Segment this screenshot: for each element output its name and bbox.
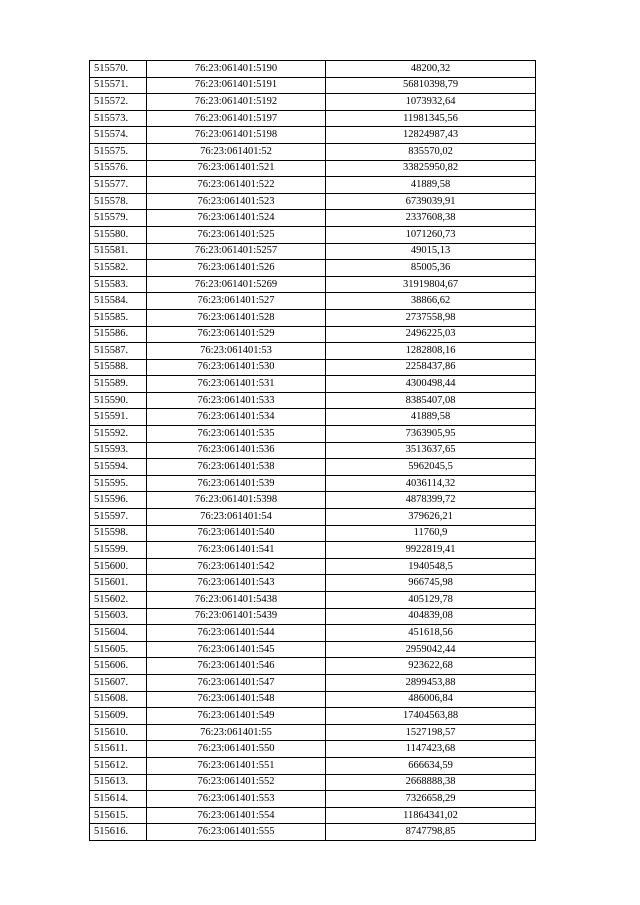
table-row bbox=[90, 608, 536, 625]
cadastral-value-cell: 85005,36 bbox=[326, 260, 536, 277]
cadastral-number-cell: 76:23:061401:548 bbox=[147, 691, 326, 708]
row-number-cell: 515588. bbox=[90, 359, 147, 376]
table-row bbox=[90, 625, 536, 642]
table-row bbox=[90, 475, 536, 492]
table-row bbox=[90, 309, 536, 326]
cadastral-number-cell: 76:23:061401:55 bbox=[147, 724, 326, 741]
row-number-cell: 515614. bbox=[90, 791, 147, 808]
cadastral-number-cell: 76:23:061401:5190 bbox=[147, 61, 326, 78]
cadastral-value-cell: 8385407,08 bbox=[326, 392, 536, 409]
cadastral-value-cell: 31919804,67 bbox=[326, 276, 536, 293]
cadastral-value-cell: 2496225,03 bbox=[326, 326, 536, 343]
cadastral-number-cell: 76:23:061401:544 bbox=[147, 625, 326, 642]
cadastral-value-cell: 966745,98 bbox=[326, 575, 536, 592]
cadastral-number-cell: 76:23:061401:5269 bbox=[147, 276, 326, 293]
table-row bbox=[90, 392, 536, 409]
cadastral-number-cell: 76:23:061401:53 bbox=[147, 343, 326, 360]
row-number-cell: 515608. bbox=[90, 691, 147, 708]
cadastral-number-cell: 76:23:061401:541 bbox=[147, 542, 326, 559]
cadastral-value-table bbox=[89, 60, 536, 841]
cadastral-value-cell: 9922819,41 bbox=[326, 542, 536, 559]
cadastral-number-cell: 76:23:061401:5197 bbox=[147, 110, 326, 127]
cadastral-number-cell: 76:23:061401:527 bbox=[147, 293, 326, 310]
cadastral-number-cell: 76:23:061401:5192 bbox=[147, 94, 326, 111]
cadastral-value-cell: 2337608,38 bbox=[326, 210, 536, 227]
cadastral-number-cell: 76:23:061401:5198 bbox=[147, 127, 326, 144]
table-row bbox=[90, 177, 536, 194]
cadastral-number-cell: 76:23:061401:531 bbox=[147, 376, 326, 393]
cadastral-value-cell: 451618,56 bbox=[326, 625, 536, 642]
row-number-cell: 515590. bbox=[90, 392, 147, 409]
table-row bbox=[90, 409, 536, 426]
table-row bbox=[90, 226, 536, 243]
row-number-cell: 515603. bbox=[90, 608, 147, 625]
table-row bbox=[90, 94, 536, 111]
table-row bbox=[90, 641, 536, 658]
table-row bbox=[90, 492, 536, 509]
table-row bbox=[90, 525, 536, 542]
cadastral-number-cell: 76:23:061401:533 bbox=[147, 392, 326, 409]
cadastral-number-cell: 76:23:061401:525 bbox=[147, 226, 326, 243]
cadastral-value-cell: 1073932,64 bbox=[326, 94, 536, 111]
table-row bbox=[90, 757, 536, 774]
cadastral-value-cell: 4036114,32 bbox=[326, 475, 536, 492]
cadastral-value-cell: 405129,78 bbox=[326, 592, 536, 609]
cadastral-value-cell: 379626,21 bbox=[326, 509, 536, 526]
row-number-cell: 515571. bbox=[90, 77, 147, 94]
row-number-cell: 515602. bbox=[90, 592, 147, 609]
cadastral-number-cell: 76:23:061401:545 bbox=[147, 641, 326, 658]
cadastral-value-cell: 11760,9 bbox=[326, 525, 536, 542]
cadastral-number-cell: 76:23:061401:551 bbox=[147, 757, 326, 774]
table-row bbox=[90, 343, 536, 360]
row-number-cell: 515596. bbox=[90, 492, 147, 509]
row-number-cell: 515615. bbox=[90, 807, 147, 824]
table-row bbox=[90, 243, 536, 260]
row-number-cell: 515575. bbox=[90, 143, 147, 160]
table-row bbox=[90, 143, 536, 160]
cadastral-number-cell: 76:23:061401:5398 bbox=[147, 492, 326, 509]
cadastral-value-cell: 6739039,91 bbox=[326, 193, 536, 210]
table-row bbox=[90, 376, 536, 393]
table-row bbox=[90, 193, 536, 210]
row-number-cell: 515598. bbox=[90, 525, 147, 542]
row-number-cell: 515581. bbox=[90, 243, 147, 260]
cadastral-value-cell: 5962045,5 bbox=[326, 459, 536, 476]
row-number-cell: 515610. bbox=[90, 724, 147, 741]
cadastral-number-cell: 76:23:061401:522 bbox=[147, 177, 326, 194]
row-number-cell: 515600. bbox=[90, 558, 147, 575]
cadastral-number-cell: 76:23:061401:555 bbox=[147, 824, 326, 841]
cadastral-number-cell: 76:23:061401:535 bbox=[147, 426, 326, 443]
table-row bbox=[90, 558, 536, 575]
cadastral-value-cell: 1282808,16 bbox=[326, 343, 536, 360]
cadastral-value-cell: 486006,84 bbox=[326, 691, 536, 708]
cadastral-number-cell: 76:23:061401:550 bbox=[147, 741, 326, 758]
cadastral-number-cell: 76:23:061401:523 bbox=[147, 193, 326, 210]
cadastral-number-cell: 76:23:061401:521 bbox=[147, 160, 326, 177]
cadastral-number-cell: 76:23:061401:528 bbox=[147, 309, 326, 326]
table-row bbox=[90, 774, 536, 791]
table-row bbox=[90, 160, 536, 177]
cadastral-value-cell: 4300498,44 bbox=[326, 376, 536, 393]
table-row bbox=[90, 691, 536, 708]
row-number-cell: 515607. bbox=[90, 674, 147, 691]
cadastral-number-cell: 76:23:061401:543 bbox=[147, 575, 326, 592]
cadastral-number-cell: 76:23:061401:554 bbox=[147, 807, 326, 824]
table-row bbox=[90, 127, 536, 144]
table-row bbox=[90, 575, 536, 592]
cadastral-number-cell: 76:23:061401:549 bbox=[147, 708, 326, 725]
row-number-cell: 515573. bbox=[90, 110, 147, 127]
cadastral-value-cell: 2899453,88 bbox=[326, 674, 536, 691]
row-number-cell: 515584. bbox=[90, 293, 147, 310]
cadastral-value-cell: 7326658,29 bbox=[326, 791, 536, 808]
row-number-cell: 515594. bbox=[90, 459, 147, 476]
row-number-cell: 515582. bbox=[90, 260, 147, 277]
table-row bbox=[90, 592, 536, 609]
row-number-cell: 515579. bbox=[90, 210, 147, 227]
table-row bbox=[90, 658, 536, 675]
table-row bbox=[90, 210, 536, 227]
row-number-cell: 515592. bbox=[90, 426, 147, 443]
row-number-cell: 515595. bbox=[90, 475, 147, 492]
cadastral-value-cell: 4878399,72 bbox=[326, 492, 536, 509]
row-number-cell: 515577. bbox=[90, 177, 147, 194]
cadastral-number-cell: 76:23:061401:552 bbox=[147, 774, 326, 791]
row-number-cell: 515606. bbox=[90, 658, 147, 675]
table-row bbox=[90, 77, 536, 94]
cadastral-number-cell: 76:23:061401:52 bbox=[147, 143, 326, 160]
row-number-cell: 515589. bbox=[90, 376, 147, 393]
cadastral-value-cell: 33825950,82 bbox=[326, 160, 536, 177]
table-row bbox=[90, 542, 536, 559]
row-number-cell: 515576. bbox=[90, 160, 147, 177]
table-row bbox=[90, 509, 536, 526]
cadastral-number-cell: 76:23:061401:5191 bbox=[147, 77, 326, 94]
table-row bbox=[90, 674, 536, 691]
cadastral-number-cell: 76:23:061401:534 bbox=[147, 409, 326, 426]
cadastral-value-cell: 7363905,95 bbox=[326, 426, 536, 443]
table-row bbox=[90, 791, 536, 808]
row-number-cell: 515586. bbox=[90, 326, 147, 343]
row-number-cell: 515611. bbox=[90, 741, 147, 758]
cadastral-value-cell: 17404563,88 bbox=[326, 708, 536, 725]
row-number-cell: 515578. bbox=[90, 193, 147, 210]
cadastral-number-cell: 76:23:061401:538 bbox=[147, 459, 326, 476]
cadastral-number-cell: 76:23:061401:546 bbox=[147, 658, 326, 675]
cadastral-number-cell: 76:23:061401:540 bbox=[147, 525, 326, 542]
table-row bbox=[90, 110, 536, 127]
cadastral-value-cell: 38866,62 bbox=[326, 293, 536, 310]
row-number-cell: 515597. bbox=[90, 509, 147, 526]
cadastral-value-cell: 3513637,65 bbox=[326, 442, 536, 459]
cadastral-number-cell: 76:23:061401:524 bbox=[147, 210, 326, 227]
row-number-cell: 515601. bbox=[90, 575, 147, 592]
cadastral-number-cell: 76:23:061401:5439 bbox=[147, 608, 326, 625]
cadastral-value-cell: 1147423,68 bbox=[326, 741, 536, 758]
table-row bbox=[90, 276, 536, 293]
table-row bbox=[90, 260, 536, 277]
cadastral-value-cell: 1527198,57 bbox=[326, 724, 536, 741]
cadastral-number-cell: 76:23:061401:530 bbox=[147, 359, 326, 376]
row-number-cell: 515613. bbox=[90, 774, 147, 791]
cadastral-value-cell: 923622,68 bbox=[326, 658, 536, 675]
cadastral-number-cell: 76:23:061401:547 bbox=[147, 674, 326, 691]
cadastral-value-cell: 666634,59 bbox=[326, 757, 536, 774]
table-row bbox=[90, 293, 536, 310]
cadastral-value-cell: 8747798,85 bbox=[326, 824, 536, 841]
table-row bbox=[90, 824, 536, 841]
row-number-cell: 515585. bbox=[90, 309, 147, 326]
cadastral-value-cell: 41889,58 bbox=[326, 409, 536, 426]
cadastral-value-cell: 2959042,44 bbox=[326, 641, 536, 658]
row-number-cell: 515583. bbox=[90, 276, 147, 293]
table-row bbox=[90, 741, 536, 758]
cadastral-number-cell: 76:23:061401:542 bbox=[147, 558, 326, 575]
row-number-cell: 515616. bbox=[90, 824, 147, 841]
table-body bbox=[90, 61, 536, 841]
cadastral-value-cell: 1940548,5 bbox=[326, 558, 536, 575]
cadastral-value-cell: 56810398,79 bbox=[326, 77, 536, 94]
cadastral-number-cell: 76:23:061401:54 bbox=[147, 509, 326, 526]
cadastral-value-cell: 12824987,43 bbox=[326, 127, 536, 144]
cadastral-number-cell: 76:23:061401:529 bbox=[147, 326, 326, 343]
cadastral-value-cell: 11864341,02 bbox=[326, 807, 536, 824]
table-row bbox=[90, 426, 536, 443]
row-number-cell: 515574. bbox=[90, 127, 147, 144]
table-row bbox=[90, 359, 536, 376]
cadastral-value-cell: 2258437,86 bbox=[326, 359, 536, 376]
table-row bbox=[90, 326, 536, 343]
row-number-cell: 515609. bbox=[90, 708, 147, 725]
cadastral-value-cell: 835570,02 bbox=[326, 143, 536, 160]
cadastral-number-cell: 76:23:061401:5438 bbox=[147, 592, 326, 609]
cadastral-number-cell: 76:23:061401:536 bbox=[147, 442, 326, 459]
table-row bbox=[90, 724, 536, 741]
table-row bbox=[90, 708, 536, 725]
cadastral-number-cell: 76:23:061401:553 bbox=[147, 791, 326, 808]
table-row bbox=[90, 442, 536, 459]
row-number-cell: 515605. bbox=[90, 641, 147, 658]
cadastral-value-cell: 11981345,56 bbox=[326, 110, 536, 127]
cadastral-number-cell: 76:23:061401:5257 bbox=[147, 243, 326, 260]
row-number-cell: 515593. bbox=[90, 442, 147, 459]
cadastral-value-cell: 49015,13 bbox=[326, 243, 536, 260]
row-number-cell: 515591. bbox=[90, 409, 147, 426]
cadastral-number-cell: 76:23:061401:539 bbox=[147, 475, 326, 492]
cadastral-value-cell: 41889,58 bbox=[326, 177, 536, 194]
row-number-cell: 515612. bbox=[90, 757, 147, 774]
table-row bbox=[90, 807, 536, 824]
row-number-cell: 515587. bbox=[90, 343, 147, 360]
table-row bbox=[90, 61, 536, 78]
row-number-cell: 515572. bbox=[90, 94, 147, 111]
cadastral-value-cell: 2668888,38 bbox=[326, 774, 536, 791]
cadastral-value-cell: 1071260,73 bbox=[326, 226, 536, 243]
cadastral-value-cell: 48200,32 bbox=[326, 61, 536, 78]
row-number-cell: 515570. bbox=[90, 61, 147, 78]
row-number-cell: 515604. bbox=[90, 625, 147, 642]
cadastral-value-cell: 2737558,98 bbox=[326, 309, 536, 326]
table-row bbox=[90, 459, 536, 476]
row-number-cell: 515599. bbox=[90, 542, 147, 559]
row-number-cell: 515580. bbox=[90, 226, 147, 243]
cadastral-value-cell: 404839,08 bbox=[326, 608, 536, 625]
cadastral-number-cell: 76:23:061401:526 bbox=[147, 260, 326, 277]
